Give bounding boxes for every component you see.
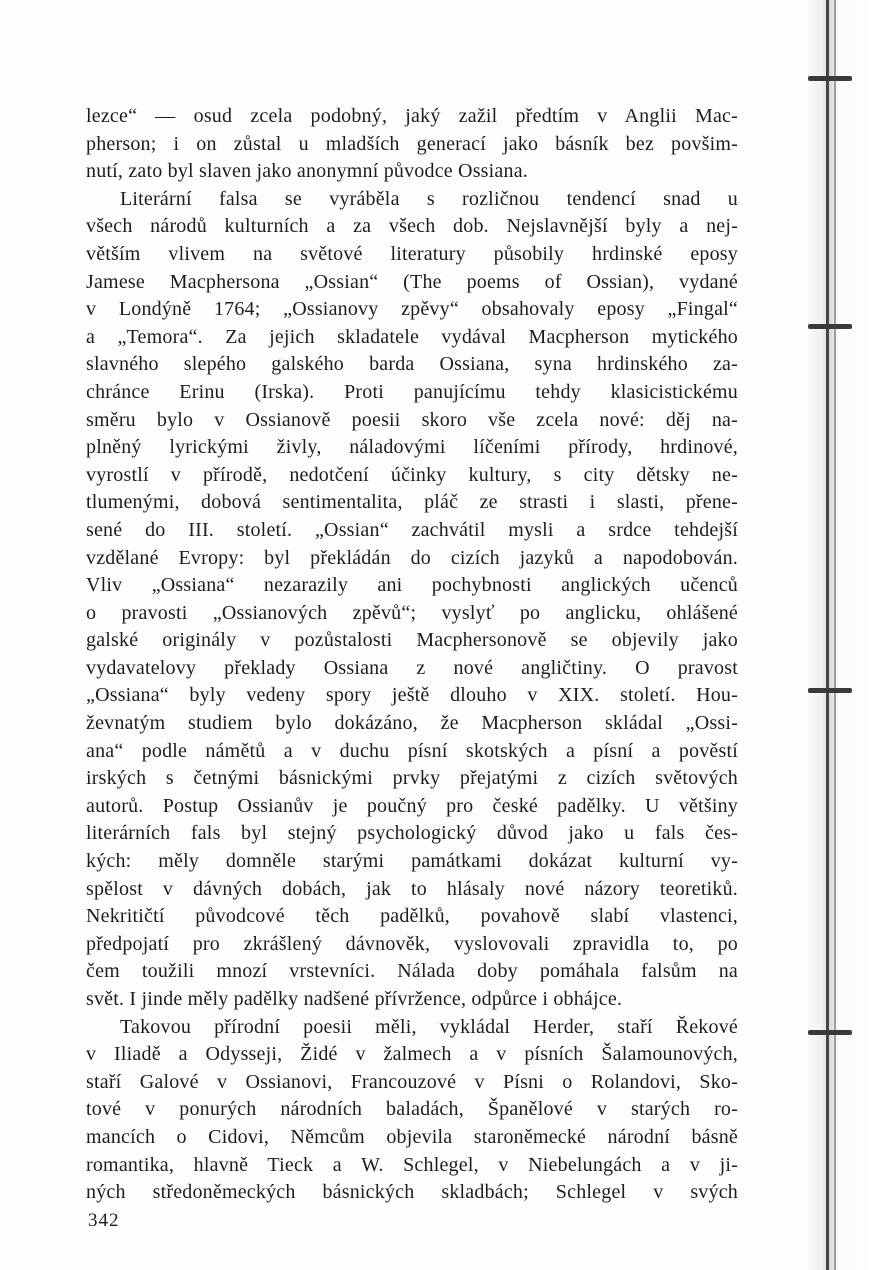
text-line: v Iliadě a Odysseji, Židé v žalmech a v písních Šalamounových, (86, 1043, 738, 1066)
text-line: nutí, zato byl slaven jako anonymní původce Ossiana. (86, 160, 528, 183)
text-line: chránce Erinu (Irska). Proti panujícímu tehdy klasicistickému (86, 380, 738, 403)
text-line: svět. I jinde měly padělky nadšené přívržence, odpůrce i obhájce. (86, 988, 623, 1010)
text-line: pherson; i on zůstal u mladších generací jako básník bez povšim- (86, 132, 738, 155)
text-line: předpojatí pro zkrášlený dávnověk, vyslovovali zpravidla to, po (86, 932, 738, 955)
text-line: v Londýně 1764; „Ossianovy zpěvy“ obsahovaly eposy „Fingal“ (86, 298, 738, 321)
text-line: mancích o Cidovi, Němcům objevila staroněmecké národní básně (86, 1125, 738, 1148)
text-line: vzdělané Evropy: byl překládán do cizích jazyků a napodobován. (86, 546, 738, 569)
text-line: Vliv „Ossiana“ nezarazily ani pochybnosti anglických učenců (86, 574, 738, 597)
text-line: ana“ podle námětů a v duchu písní skotských a písní a pověstí (86, 739, 738, 762)
book-gutter (808, 0, 871, 1270)
binding-edge (826, 0, 829, 1270)
text-line: směru bylo v Ossianově poesii skoro vše zcela nové: děj na- (86, 408, 738, 431)
text-line: lezce“ — osud zcela podobný, jaký zažil předtím v Anglii Mac- (86, 105, 738, 127)
binding-stitch (808, 688, 852, 693)
text-line: vydavatelovy překlady Ossiana z nové angličtiny. O pravost (86, 656, 738, 679)
text-line: Nekritičtí původcové těch padělků, povahově slabí vlastenci, (86, 905, 738, 928)
text-line: slavného slepého galského barda Ossiana, syna hrdinského za- (86, 353, 738, 376)
text-line: irských s četnými básnickými prvky přejatými z cizích světových (86, 767, 738, 790)
binding-stitch (808, 76, 852, 81)
text-line: sené do III. století. „Ossian“ zachvátil mysli a srdce tehdejší (86, 518, 738, 541)
text-line: kých: měly domněle starými památkami dokázat kulturní vy- (86, 850, 738, 873)
binding-stitch (808, 324, 852, 329)
text-line: galské originály v pozůstalosti Macphersonově se objevily jako (86, 629, 738, 652)
text-line: plněný lyrickými živly, náladovými líčeními přírody, hrdinové, (86, 436, 738, 459)
text-line: o pravosti „Ossianových zpěvů“; vyslyť po anglicku, ohlášené (86, 601, 738, 624)
text-line: romantika, hlavně Tieck a W. Schlegel, v Niebelungách a v ji- (86, 1153, 738, 1176)
text-line: všech národů kulturních a za všech dob. Nejslavnější byly a nej- (86, 215, 738, 238)
text-line: a „Temora“. Za jejich skladatele vydával Macpherson mytického (86, 325, 738, 348)
binding-stitch (808, 1030, 852, 1035)
page-number: 342 (88, 1210, 120, 1231)
text-line: vyrostlí v přírodě, nedotčení účinky kultury, s city dětsky ne- (86, 463, 738, 486)
text-line: literárních fals byl stejný psychologický důvod jako u fals čes- (86, 822, 738, 845)
text-line: ževnatým studiem bylo dokázáno, že Macpherson skládal „Ossi- (86, 712, 738, 735)
text-line: Literární falsa se vyráběla s rozličnou tendencí snad u (120, 187, 738, 210)
text-line: Jamese Macphersona „Ossian“ (The poems of Ossian), vydané (86, 270, 738, 293)
text-line: větším vlivem na světové literatury působily hrdinské eposy (86, 242, 738, 265)
text-line: čem toužili mnozí vrstevníci. Nálada doby pomáhala falsům na (86, 960, 738, 983)
text-line: tlumenými, dobová sentimentalita, pláč ze strasti i slasti, přene- (86, 491, 738, 514)
text-line: Takovou přírodní poesii měli, vykládal Herder, staří Řekové (120, 1015, 738, 1038)
text-line: staří Galové v Ossianovi, Francouzové v Písni o Rolandovi, Sko- (86, 1070, 738, 1093)
text-line: tové v ponurých národních baladách, Španělové v starých ro- (86, 1098, 738, 1121)
text-line: ných středoněmeckých básnických skladbách; Schlegel v svých (86, 1181, 738, 1204)
text-line: autorů. Postup Ossianův je poučný pro české padělky. U většiny (86, 794, 738, 817)
text-line: „Ossiana“ byly vedeny spory ještě dlouho v XIX. století. Hou- (86, 684, 738, 707)
text-line: spělost v dávných dobách, jak to hlásaly nové názory teoretiků. (86, 877, 738, 900)
binding-edge-secondary (834, 0, 836, 1270)
body-text (86, 103, 738, 1207)
